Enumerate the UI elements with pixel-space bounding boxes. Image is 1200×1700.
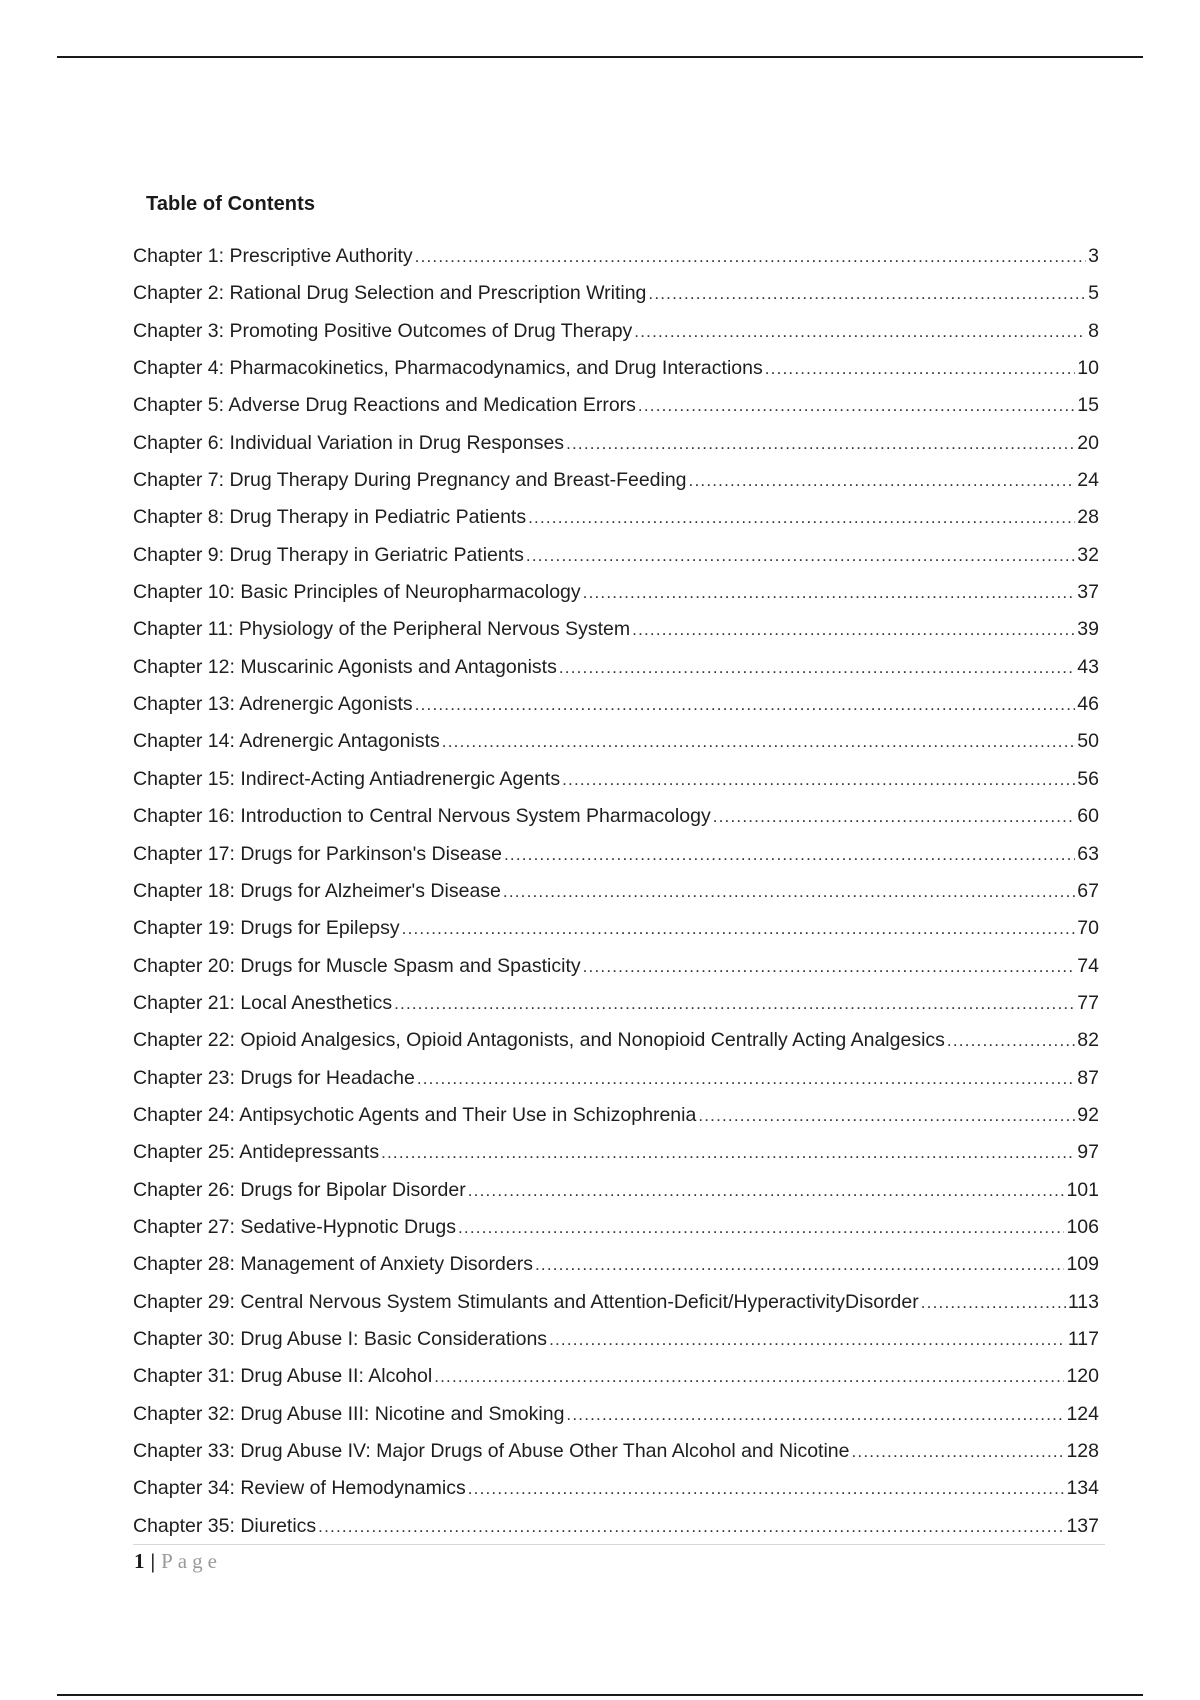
toc-entry-page: 67: [1077, 879, 1099, 902]
toc-dot-leader: [921, 1293, 1066, 1313]
toc-dot-leader: [559, 658, 1075, 678]
toc-entry[interactable]: [133, 1253, 1099, 1290]
toc-dot-leader: [713, 807, 1076, 827]
toc-entry-title: Chapter 18: Drugs for Alzheimer's Disease: [133, 879, 501, 902]
toc-entry[interactable]: [133, 357, 1099, 394]
toc-entry[interactable]: [133, 805, 1099, 842]
toc-entry-title: Chapter 8: Drug Therapy in Pediatric Patients: [133, 506, 527, 529]
toc-entry-title: Chapter 34: Review of Hemodynamics: [133, 1477, 466, 1500]
toc-entry[interactable]: [133, 768, 1099, 805]
toc-list: [133, 245, 1099, 1552]
toc-entry-page: 46: [1077, 693, 1099, 716]
toc-entry-page: 82: [1077, 1029, 1099, 1052]
toc-dot-leader: [765, 359, 1076, 379]
toc-dot-leader: [562, 770, 1075, 790]
toc-entry-title: Chapter 15: Indirect-Acting Antiadrenergic Agents: [133, 767, 561, 790]
toc-title: Table of Contents: [146, 193, 316, 215]
toc-entry-title: Chapter 27: Sedative-Hypnotic Drugs: [133, 1215, 456, 1238]
toc-entry-page: 97: [1077, 1141, 1099, 1164]
toc-entry-title: Chapter 1: Prescriptive Authority: [133, 245, 413, 267]
toc-dot-leader: [648, 284, 1086, 304]
toc-entry[interactable]: [133, 1104, 1099, 1141]
toc-entry-page: 137: [1066, 1514, 1099, 1537]
toc-entry-page: 39: [1077, 618, 1099, 641]
toc-entry-page: 87: [1077, 1066, 1099, 1089]
toc-entry-page: 70: [1077, 917, 1099, 940]
toc-entry-page: 56: [1077, 767, 1099, 790]
toc-entry-title: Chapter 31: Drug Abuse II: Alcohol: [133, 1365, 433, 1388]
toc-dot-leader: [689, 471, 1076, 491]
toc-entry-page: 60: [1077, 805, 1099, 828]
footer-separator: |: [150, 1549, 156, 1573]
toc-entry-title: Chapter 24: Antipsychotic Agents and Their Use in Schizophrenia: [133, 1103, 697, 1126]
toc-entry-title: Chapter 32: Drug Abuse III: Nicotine and Smoking: [133, 1402, 565, 1425]
toc-entry-page: 101: [1066, 1178, 1099, 1201]
toc-dot-leader: [947, 1031, 1075, 1051]
toc-entry-page: 24: [1077, 469, 1099, 492]
toc-entry[interactable]: [133, 693, 1099, 730]
toc-entry-page: 3: [1088, 245, 1099, 267]
toc-dot-leader: [549, 1330, 1066, 1350]
footer-rule: [57, 1694, 1143, 1696]
toc-entry-title: Chapter 16: Introduction to Central Nervous System Pharmacology: [133, 805, 711, 828]
toc-dot-leader: [638, 396, 1075, 416]
toc-dot-leader: [566, 1405, 1064, 1425]
toc-entry[interactable]: [133, 320, 1099, 357]
toc-entry[interactable]: [133, 618, 1099, 655]
toc-entry[interactable]: [133, 1067, 1099, 1104]
toc-entry-title: Chapter 20: Drugs for Muscle Spasm and Spasticity: [133, 954, 581, 977]
toc-entry[interactable]: [133, 282, 1099, 319]
toc-entry[interactable]: [133, 1403, 1099, 1440]
toc-entry[interactable]: [133, 730, 1099, 767]
toc-dot-leader: [394, 994, 1075, 1014]
toc-dot-leader: [535, 1255, 1064, 1275]
toc-dot-leader: [415, 247, 1087, 267]
toc-entry-title: Chapter 10: Basic Principles of Neuropharmacology: [133, 581, 581, 604]
toc-entry-page: 128: [1066, 1440, 1099, 1462]
toc-entry-title: Chapter 6: Individual Variation in Drug Responses: [133, 431, 565, 454]
toc-dot-leader: [583, 583, 1076, 603]
toc-entry[interactable]: [133, 880, 1099, 917]
toc-entry[interactable]: [133, 992, 1099, 1029]
toc-entry[interactable]: [133, 581, 1099, 618]
toc-entry-title: Chapter 30: Drug Abuse I: Basic Considerations: [133, 1327, 548, 1350]
toc-entry-page: 92: [1077, 1103, 1099, 1126]
toc-entry-page: 113: [1067, 1290, 1099, 1313]
toc-dot-leader: [698, 1106, 1075, 1126]
toc-entry[interactable]: [133, 1440, 1099, 1477]
toc-dot-leader: [634, 322, 1086, 342]
toc-entry-page: 15: [1077, 394, 1099, 417]
toc-entry[interactable]: [133, 245, 1099, 282]
toc-entry[interactable]: [133, 1141, 1099, 1178]
toc-entry[interactable]: [133, 506, 1099, 543]
toc-entry-title: Chapter 19: Drugs for Epilepsy: [133, 917, 400, 940]
toc-entry-title: Chapter 14: Adrenergic Antagonists: [133, 730, 440, 753]
toc-entry-title: Chapter 11: Physiology of the Peripheral Nervous System: [133, 618, 631, 641]
page-footer: [134, 1549, 222, 1574]
toc-entry-title: Chapter 4: Pharmacokinetics, Pharmacodynamics, and Drug Interactions: [133, 357, 763, 380]
toc-dot-leader: [318, 1517, 1064, 1537]
toc-entry-page: 28: [1077, 506, 1099, 529]
toc-entry[interactable]: [133, 1477, 1099, 1514]
toc-entry[interactable]: [133, 1515, 1099, 1552]
toc-entry-page: 20: [1077, 431, 1099, 454]
toc-dot-leader: [566, 434, 1075, 454]
toc-entry-page: 134: [1066, 1477, 1099, 1500]
toc-entry-title: Chapter 13: Adrenergic Agonists: [133, 693, 413, 716]
toc-entry-title: Chapter 9: Drug Therapy in Geriatric Patients: [133, 543, 524, 566]
toc-entry-title: Chapter 2: Rational Drug Selection and Prescription Writing: [133, 282, 647, 305]
toc-entry[interactable]: [133, 1179, 1099, 1216]
toc-entry-title: Chapter 12: Muscarinic Agonists and Antagonists: [133, 655, 557, 678]
toc-entry-page: 77: [1077, 991, 1099, 1014]
toc-entry-page: 37: [1077, 581, 1099, 604]
toc-dot-leader: [528, 508, 1075, 528]
toc-entry-page: 43: [1077, 655, 1099, 678]
header-rule: [57, 56, 1143, 58]
toc-entry[interactable]: [133, 544, 1099, 581]
footer-page-number: 1: [134, 1549, 145, 1573]
toc-dot-leader: [415, 695, 1076, 715]
toc-entry[interactable]: [133, 656, 1099, 693]
toc-entry-page: 10: [1077, 357, 1099, 380]
toc-entry-page: 5: [1088, 282, 1099, 305]
toc-entry[interactable]: [133, 1365, 1099, 1402]
toc-entry-title: Chapter 33: Drug Abuse IV: Major Drugs of Abuse Other Than Alcohol and Nicotine: [133, 1440, 850, 1462]
toc-entry[interactable]: [133, 955, 1099, 992]
toc-entry-page: 117: [1067, 1327, 1099, 1350]
toc-entry-page: 74: [1077, 954, 1099, 977]
toc-dot-leader: [526, 546, 1075, 566]
toc-entry-page: 124: [1066, 1402, 1099, 1425]
toc-dot-leader: [583, 957, 1076, 977]
toc-entry-title: Chapter 25: Antidepressants: [133, 1141, 380, 1164]
toc-entry-title: Chapter 28: Management of Anxiety Disorders: [133, 1253, 533, 1276]
toc-entry[interactable]: [133, 394, 1099, 431]
toc-dot-leader: [468, 1181, 1065, 1201]
toc-dot-leader: [503, 882, 1075, 902]
toc-entry[interactable]: [133, 1029, 1099, 1066]
toc-dot-leader: [504, 845, 1075, 865]
toc-dot-leader: [442, 732, 1076, 752]
toc-dot-leader: [852, 1442, 1065, 1462]
toc-entry-page: 8: [1088, 319, 1099, 342]
toc-entry-title: Chapter 23: Drugs for Headache: [133, 1066, 415, 1089]
toc-entry-title: Chapter 17: Drugs for Parkinson's Disease: [133, 842, 502, 865]
toc-dot-leader: [458, 1218, 1064, 1238]
toc-dot-leader: [381, 1143, 1075, 1163]
toc-entry-title: Chapter 7: Drug Therapy During Pregnancy and Breast-Feeding: [133, 469, 687, 492]
toc-entry-title: Chapter 22: Opioid Analgesics, Opioid Antagonists, and Nonopioid Centrally Acting Analgesics: [133, 1029, 945, 1052]
toc-dot-leader: [468, 1479, 1065, 1499]
toc-entry-title: Chapter 3: Promoting Positive Outcomes of Drug Therapy: [133, 319, 633, 342]
toc-entry-title: Chapter 5: Adverse Drug Reactions and Medication Errors: [133, 394, 636, 417]
toc-entry-page: 109: [1066, 1253, 1099, 1276]
toc-entry[interactable]: [133, 1291, 1099, 1328]
toc-dot-leader: [434, 1367, 1064, 1387]
toc-entry-title: Chapter 35: Diuretics: [133, 1514, 317, 1537]
toc-entry[interactable]: [133, 469, 1099, 506]
toc-entry[interactable]: [133, 917, 1099, 954]
toc-entry[interactable]: [133, 843, 1099, 880]
toc-entry[interactable]: [133, 1216, 1099, 1253]
toc-entry-page: 50: [1077, 730, 1099, 753]
toc-dot-leader: [417, 1069, 1075, 1089]
toc-entry-page: 63: [1077, 842, 1099, 865]
toc-entry[interactable]: [133, 1328, 1099, 1365]
toc-entry-title: Chapter 29: Central Nervous System Stimulants and Attention-Deficit/HyperactivityDisorder: [133, 1290, 919, 1313]
toc-entry-page: 106: [1066, 1215, 1099, 1238]
toc-entry[interactable]: [133, 432, 1099, 469]
toc-entry-page: 32: [1077, 543, 1099, 566]
toc-dot-leader: [632, 620, 1075, 640]
footer-divider: [133, 1544, 1105, 1545]
toc-entry-title: Chapter 21: Local Anesthetics: [133, 991, 393, 1014]
toc-entry-page: 120: [1066, 1365, 1099, 1388]
toc-dot-leader: [402, 919, 1076, 939]
toc-entry-title: Chapter 26: Drugs for Bipolar Disorder: [133, 1178, 466, 1201]
footer-page-label: Page: [161, 1549, 222, 1573]
